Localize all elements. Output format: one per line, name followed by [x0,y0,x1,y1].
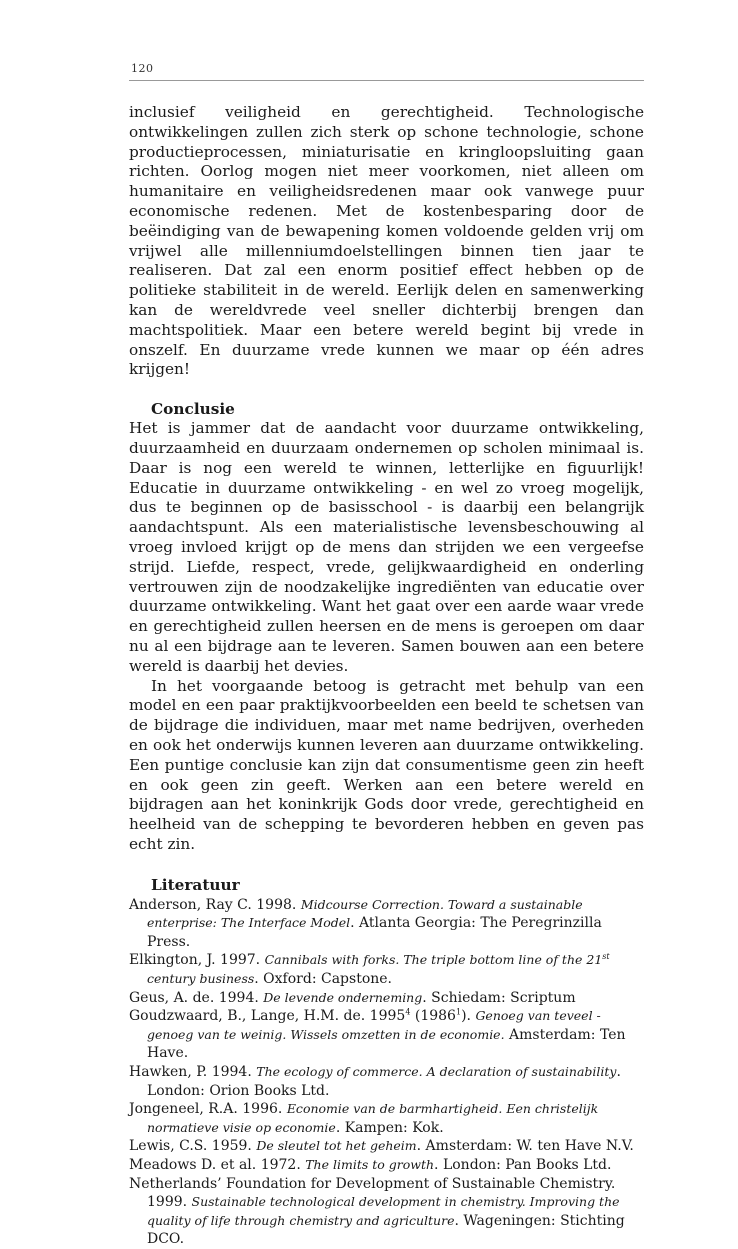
reference-title: De levende onderneming [263,989,423,1005]
reference-title-part: Cannibals with forks. The triple bottom line of the 21 [264,952,603,968]
reference-item [129,1137,644,1156]
reference-publisher: . Wageningen: Stichting DCO. [147,1212,625,1248]
reference-item [129,1100,644,1137]
reference-publisher: . London: Pan Books Ltd. [434,1157,612,1173]
reference-author: Lewis, C.S. 1959. [129,1138,257,1155]
reference-title: Sustainable technological development in chemistry. Improving the quality of life through chemistry and agriculture [147,1194,620,1228]
reference-publisher: . Kampen: Kok. [335,1119,444,1136]
reference-item [129,1063,644,1100]
reference-author: Netherlands’ Foundation for Development of Sustainable Chemistry. 1999. [129,1175,616,1211]
reference-author: Meadows D. et al. 1972. [129,1157,306,1173]
reference-author: Geus, A. de. 1994. [129,989,264,1006]
section-heading-conclusie: Conclusie [151,400,235,419]
reference-author [129,1008,475,1024]
reference-publisher: . Schiedam: Scriptum [422,989,576,1006]
reference-author-part: ). [461,1008,476,1025]
conclusie-paragraph-2: In het voorgaande betoog is getracht met behulp van een model en een paar praktijkvoorbeelden een beeld te schetsen van de bijdrage die individuen, maar met name bedrijven, overheden en ook het onderwijs kunnen leveren aan duurzame ontwikkeling. Een puntige conclusie kan zijn dat consumentisme geen zin heeft en ook geen zin geeft. Werken aan een betere wereld en bijdragen aan het koninkrijk Gods door vrede, gerechtigheid en heelheid van de schepping te bevorderen hebben en geven pas echt zin. [129,676,644,853]
reference-title-superscript: st [602,952,610,962]
conclusie-paragraph-1: Het is jammer dat de aandacht voor duurzame ontwikkeling, duurzaamheid en duurzaam ondernemen op scholen minimaal is. Daar is nog een wereld te winnen, letterlijke en figuurlijk! Educatie in duurzame ontwikkeling - en wel zo vroeg mogelijk, dus te beginnen op de basisschool - is daarbij een belangrijk aandachtspunt. Als een materialistische levensbeschouwing al vroeg invloed krijgt op de mens dan strijden we een vergeefse strijd. Liefde, respect, vrede, gelijkwaardigheid en onderling vertrouwen zijn de noodzakelijke ingrediënten van educatie over duurzame ontwikkeling. Want het gaat over een aarde waar vrede en gerechtigheid zullen heersen en de mens is geroepen om daar nu al een bijdrage aan te leveren. Samen bouwen aan een betere wereld is daarbij het devies. [129,419,644,675]
section-heading-literatuur: Literatuur [151,875,240,894]
reference-author: Hawken, P. 1994. [129,1064,257,1081]
reference-title: Genoeg van teveel - genoeg van te weinig. Wissels omzetten in de economie. [147,1008,601,1042]
reference-author: Elkington, J. 1997. [129,952,265,969]
reference-item [129,1175,644,1249]
intro-paragraph: inclusief veiligheid en gerechtigheid. Technologische ontwikkelingen zullen zich sterk op schone technologie, schone productieprocessen, miniaturisatie en kringloopsluiting gaan richten. Oorlog mogen niet meer voorkomen, niet alleen om humanitaire en veiligheidsredenen maar ook vanwege puur economische redenen. Met de kostenbesparing door de beëindiging van de bewapening komen voldoende gelden vrij om vrijwel alle millenniumdoelstellingen binnen tien jaar te realiseren. Dat zal een enorm positief effect hebben op de politieke stabiliteit in de wereld. Eerlijk delen en samenwerking kan de wereldvrede veel sneller dichterbij brengen dan machtspolitiek. Maar een betere wereld begint bij vrede in onszelf. En duurzame vrede kunnen we maar op één adres krijgen! [129,103,644,379]
reference-title: Midcourse Correction. Toward a sustainable enterprise: The Interface Model [147,896,583,931]
reference-item [129,1156,644,1175]
header-rule [129,80,644,81]
reference-author-part: Goudzwaard, B., Lange, H.M. de. 1995 [129,1008,406,1025]
reference-publisher: . Atlanta Georgia: The Peregrinzilla Press. [147,915,602,950]
reference-title: Economie van de barmhartigheid. Een christelijk normatieve visie op economie [147,1101,599,1135]
reference-title-part: century business [147,971,255,987]
reference-item [129,1007,644,1063]
reference-list [129,896,644,1249]
edition-superscript: 4 [405,1007,411,1017]
reference-publisher: . Oxford: Capstone. [254,971,392,988]
reference-item [129,951,644,988]
reference-title: The ecology of commerce. A declaration of sustainability [256,1064,617,1080]
edition-superscript: 1 [455,1007,462,1017]
reference-publisher: . London: Orion Books Ltd. [147,1064,621,1099]
reference-title: The limits to growth [305,1157,435,1172]
reference-publisher: Amsterdam: Ten Have. [147,1026,626,1062]
reference-item [129,989,644,1008]
reference-author: Anderson, Ray C. 1998. [129,896,301,913]
reference-publisher: . Amsterdam: W. ten Have N.V. [416,1138,634,1155]
reference-item [129,896,644,952]
reference-author-part: (1986 [410,1008,456,1025]
reference-title: De sleutel tot het geheim [256,1138,417,1154]
page-content [129,103,644,1249]
page-number: 120 [131,62,154,75]
reference-author: Jongeneel, R.A. 1996. [129,1101,287,1118]
